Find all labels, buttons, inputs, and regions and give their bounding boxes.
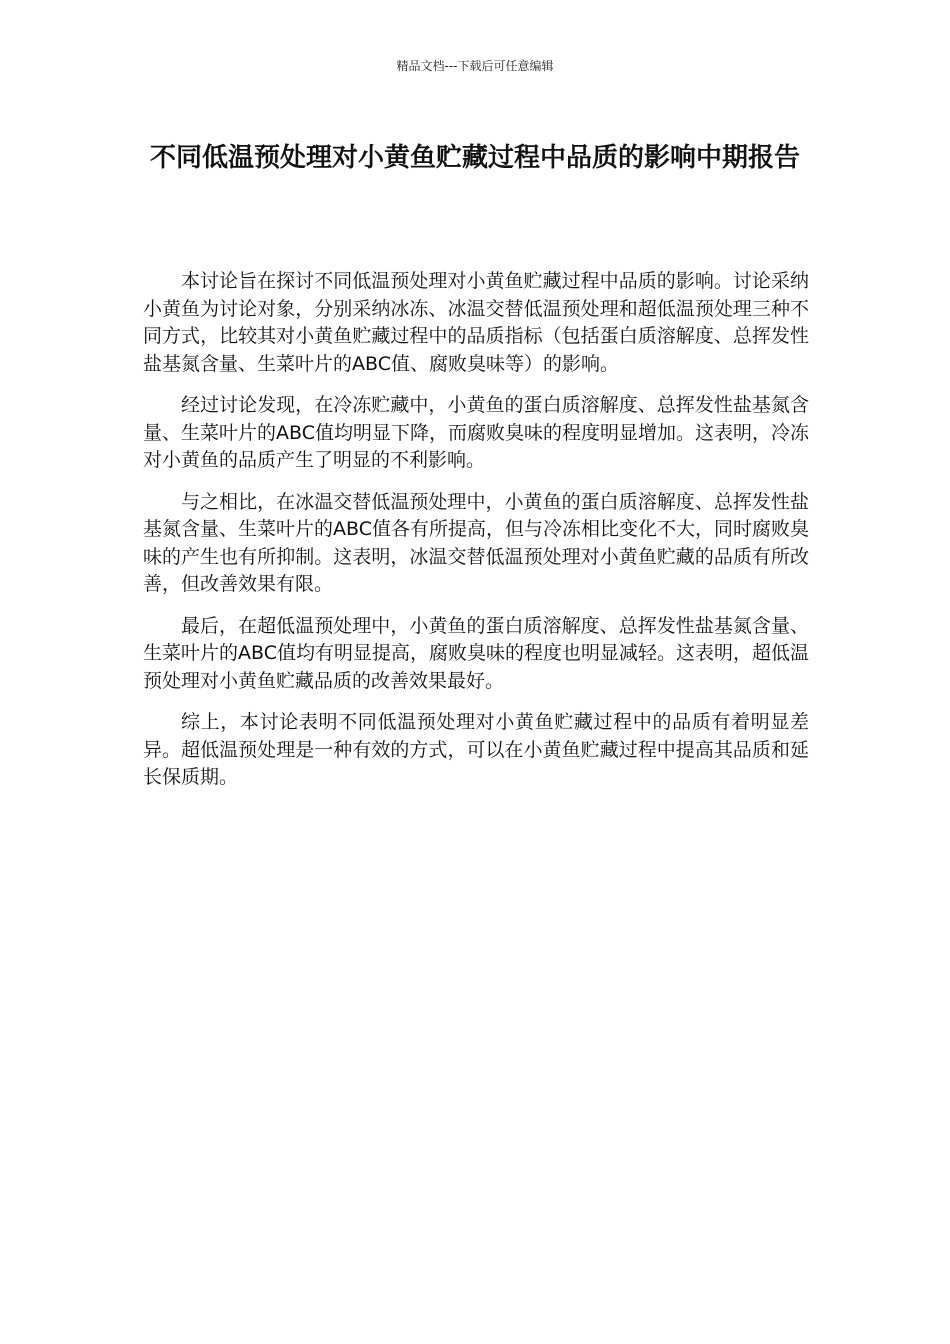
document-title: 不同低温预处理对小黄鱼贮藏过程中品质的影响中期报告 [149, 143, 800, 173]
header-note: 精品文档---下载后可任意编辑 [396, 59, 554, 73]
body-paragraph: 本讨论旨在探讨不同低温预处理对小黄鱼贮藏过程中品质的影响。讨论采纳小黄鱼为讨论对象，分别采纳冰冻、冰温交替低温预处理和超低温预处理三种不同方式，比较其对小黄鱼贮藏过程中的品质指标（包括蛋白质溶解度、总挥发性盐基氮含量、生菜叶片的ABC值、腐败臭味等）的影响。 [143, 270, 809, 375]
body-paragraph: 综上，本讨论表明不同低温预处理对小黄鱼贮藏过程中的品质有着明显差异。超低温预处理是一种有效的方式，可以在小黄鱼贮藏过程中提高其品质和延长保质期。 [143, 711, 809, 788]
body-paragraph: 经过讨论发现，在冷冻贮藏中，小黄鱼的蛋白质溶解度、总挥发性盐基氮含量、生菜叶片的ABC值均明显下降，而腐败臭味的程度明显增加。这表明，冷冻对小黄鱼的品质产生了明显的不利影响。 [143, 394, 809, 471]
body-paragraph: 最后，在超低温预处理中，小黄鱼的蛋白质溶解度、总挥发性盐基氮含量、生菜叶片的ABC值均有明显提高，腐败臭味的程度也明显减轻。这表明，超低温预处理对小黄鱼贮藏品质的改善效果最好。 [143, 614, 809, 692]
body-paragraph: 与之相比，在冰温交替低温预处理中，小黄鱼的蛋白质溶解度、总挥发性盐基氮含量、生菜叶片的ABC值各有所提高，但与冷冻相比变化不大，同时腐败臭味的产生也有所抑制。这表明，冰温交替低温预处理对小黄鱼贮藏的品质有所改善，但改善效果有限。 [143, 490, 809, 595]
document-body [143, 268, 809, 806]
